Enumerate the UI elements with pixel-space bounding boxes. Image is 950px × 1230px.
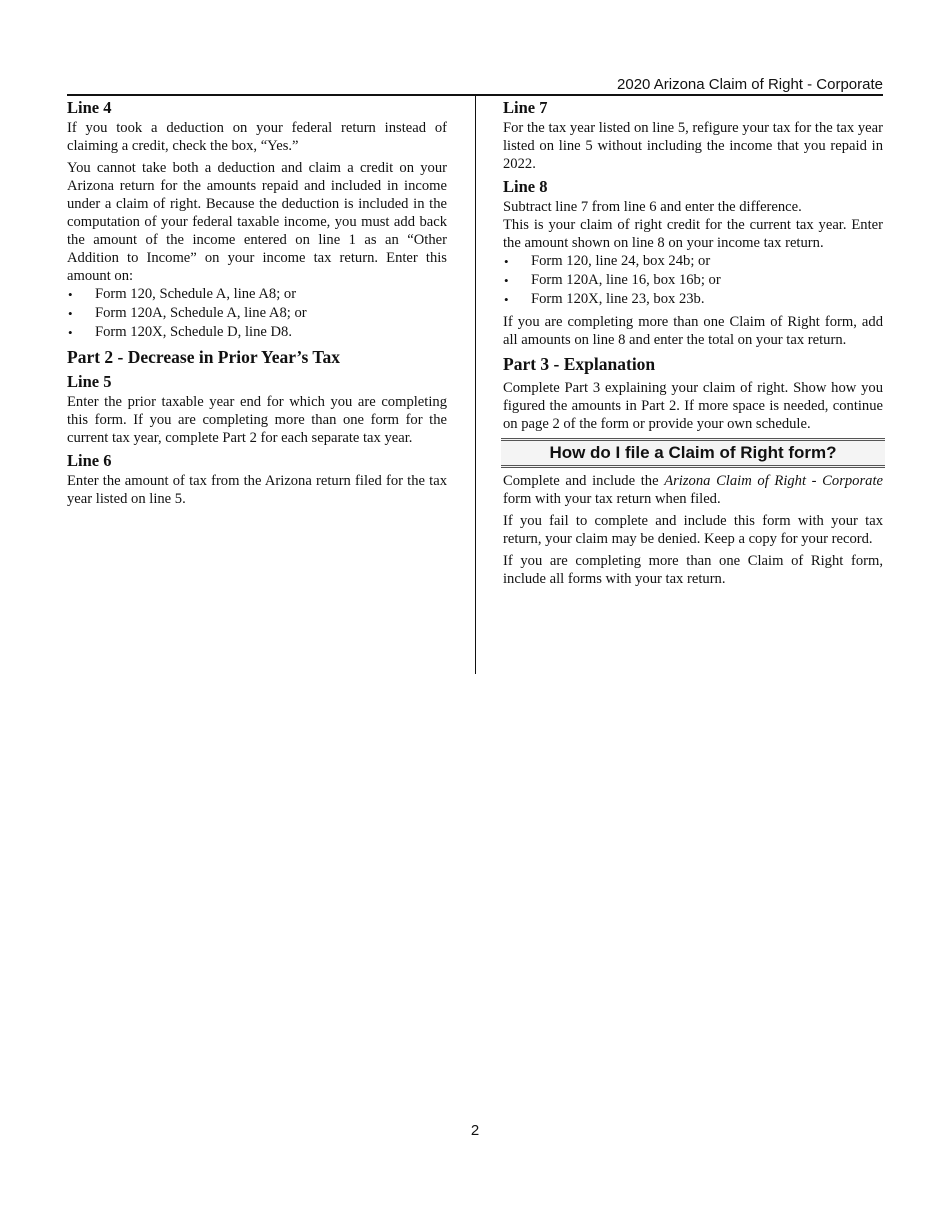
line-4-paragraph-2: You cannot take both a deduction and claim a credit on your Arizona return for the amounts repaid and included in income under a claim of right. Because the deduction is included in the computation of your federal taxable income, you must add back the amount of the income entered on line 1 as an “Other Addition to Income” on your income tax return. Enter this amount on: (67, 160, 447, 284)
line-8-paragraph-3: If you are completing more than one Claim of Right form, add all amounts on line 8 and enter the total on your tax return. (503, 314, 883, 348)
bullet-icon: • (504, 254, 509, 269)
list-item (503, 290, 883, 309)
list-item-text: Form 120X, Schedule D, line D8. (95, 324, 292, 340)
line-6-paragraph: Enter the amount of tax from the Arizona return filed for the tax year listed on line 5. (67, 473, 447, 507)
line-8-form-list (503, 252, 883, 309)
line-5-heading: Line 5 (67, 372, 112, 391)
list-item (67, 285, 447, 304)
how-to-file-paragraph-2: If you fail to complete and include this form with your tax return, your claim may be denied. Keep a copy for your record. (503, 513, 883, 547)
list-item-text: Form 120X, line 23, box 23b. (531, 291, 705, 307)
column-divider (475, 95, 476, 674)
line-4-form-list (67, 285, 447, 342)
how-to-file-paragraph-3: If you are completing more than one Claim of Right form, include all forms with your tax return. (503, 553, 883, 587)
page-number: 2 (470, 1122, 480, 1139)
bullet-icon: • (68, 287, 73, 302)
right-column (503, 98, 883, 592)
line-4-heading: Line 4 (67, 98, 112, 117)
line-6-heading: Line 6 (67, 451, 112, 470)
part-3-paragraph: Complete Part 3 explaining your claim of right. Show how you figured the amounts in Part 2. If more space is needed, continue on page 2 of the form or provide your own schedule. (503, 380, 883, 432)
line-7-paragraph: For the tax year listed on line 5, refigure your tax for the tax year listed on line 5 without including the income that you repaid in 2022. (503, 120, 883, 172)
left-column (67, 98, 447, 512)
how-to-file-paragraph-1 (503, 472, 883, 508)
line-8-paragraph-2: This is your claim of right credit for the current tax year. Enter the amount shown on line 8 on your income tax return. (503, 217, 883, 251)
form-title-italic: Arizona Claim of Right - Corporate (664, 473, 883, 489)
bullet-icon: • (68, 306, 73, 321)
part-2-heading: Part 2 - Decrease in Prior Year’s Tax (67, 347, 340, 367)
list-item (67, 323, 447, 342)
list-item-text: Form 120, line 24, box 24b; or (531, 253, 711, 269)
list-item (67, 304, 447, 323)
bullet-icon: • (504, 273, 509, 288)
line-8-paragraph-1: Subtract line 7 from line 6 and enter the difference. (503, 199, 802, 215)
page-header-title: 2020 Arizona Claim of Right - Corporate (617, 76, 883, 93)
list-item (503, 252, 883, 271)
line-4-paragraph-1: If you took a deduction on your federal return instead of claiming a credit, check the box, “Yes.” (67, 120, 447, 154)
line-8-heading: Line 8 (503, 177, 548, 196)
list-item (503, 271, 883, 290)
list-item-text: Form 120, Schedule A, line A8; or (95, 286, 297, 302)
line-7-heading: Line 7 (503, 98, 548, 117)
bullet-icon: • (68, 325, 73, 340)
bullet-icon: • (504, 292, 509, 307)
list-item-text: Form 120A, line 16, box 16b; or (531, 272, 721, 288)
how-to-file-text: Complete and include the (503, 473, 665, 489)
line-5-paragraph: Enter the prior taxable year end for which you are completing this form. If you are completing more than one form for the current tax year, complete Part 2 for each separate tax year. (67, 394, 447, 446)
how-to-file-heading: How do I file a Claim of Right form? (501, 438, 885, 468)
how-to-file-text: form with your tax return when filed. (503, 491, 721, 507)
part-3-heading: Part 3 - Explanation (503, 354, 656, 374)
list-item-text: Form 120A, Schedule A, line A8; or (95, 305, 307, 321)
